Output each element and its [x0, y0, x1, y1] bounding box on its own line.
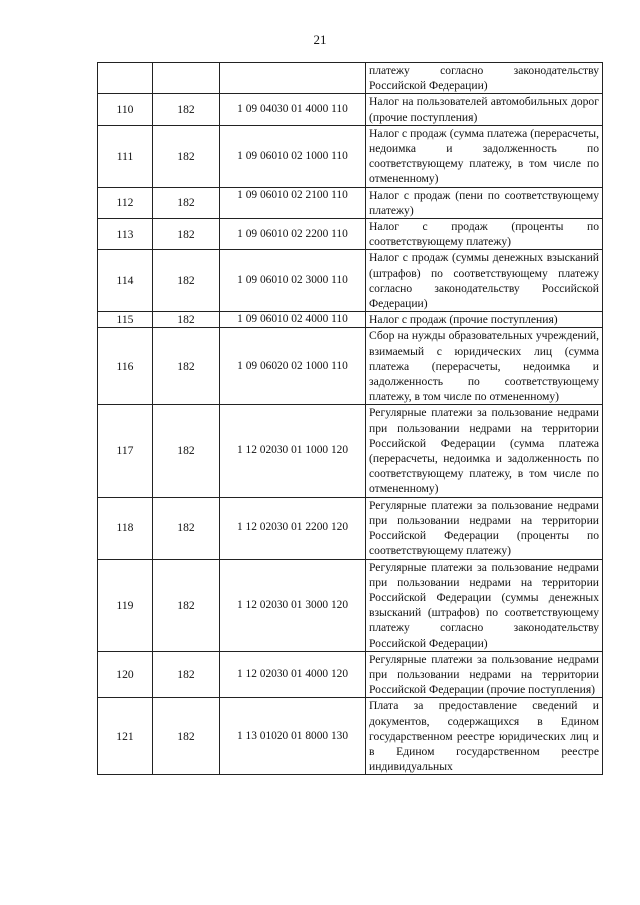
- budget-classification-code-cell: 1 12 02030 01 1000 120: [220, 405, 366, 497]
- administrator-code-cell: 182: [153, 559, 220, 651]
- administrator-code-cell: 182: [153, 219, 220, 250]
- table-row: [98, 125, 603, 187]
- administrator-code-cell: 182: [153, 187, 220, 218]
- budget-classification-code-cell: 1 09 06010 02 2100 110: [220, 187, 366, 218]
- administrator-code-cell: 182: [153, 250, 220, 312]
- row-number-cell: 117: [98, 405, 153, 497]
- table-row: [98, 250, 603, 312]
- description-cell: платежу согласно законодательству Российской Федерации): [366, 63, 603, 94]
- table-body: [98, 63, 603, 775]
- administrator-code-cell: [153, 63, 220, 94]
- administrator-code-cell: 182: [153, 94, 220, 125]
- table-row: [98, 94, 603, 125]
- budget-classification-code-cell: 1 12 02030 01 3000 120: [220, 559, 366, 651]
- table-row: [98, 559, 603, 651]
- table-row: [98, 219, 603, 250]
- row-number-cell: 111: [98, 125, 153, 187]
- description-cell: Налог на пользователей автомобильных дорог (прочие поступления): [366, 94, 603, 125]
- row-number-cell: 114: [98, 250, 153, 312]
- administrator-code-cell: 182: [153, 125, 220, 187]
- budget-classification-code-cell: 1 13 01020 01 8000 130: [220, 698, 366, 775]
- description-cell: Регулярные платежи за пользование недрами при пользовании недрами на территории Российской Федерации (сумма платежа (перерасчеты, недоимка и задолженность по соответствующему платежу, в том числе по отмененному): [366, 405, 603, 497]
- budget-classification-code-cell: 1 12 02030 01 4000 120: [220, 651, 366, 698]
- row-number-cell: 116: [98, 328, 153, 405]
- table-row: [98, 698, 603, 775]
- row-number-cell: 118: [98, 497, 153, 559]
- page-number: 21: [313, 32, 327, 47]
- table-row: [98, 405, 603, 497]
- administrator-code-cell: 182: [153, 328, 220, 405]
- table-row: [98, 63, 603, 94]
- table-row: [98, 328, 603, 405]
- table-row: [98, 651, 603, 698]
- description-cell: Налог с продаж (прочие поступления): [366, 312, 603, 328]
- description-cell: Налог с продаж (сумма платежа (перерасчеты, недоимка и задолженность по соответствующему платежу, в том числе по отмененному): [366, 125, 603, 187]
- description-cell: Налог с продаж (проценты по соответствующему платежу): [366, 219, 603, 250]
- budget-classification-code-cell: 1 09 06020 02 1000 110: [220, 328, 366, 405]
- description-cell: Налог с продаж (пени по соответствующему платежу): [366, 187, 603, 218]
- description-cell: Регулярные платежи за пользование недрами при пользовании недрами на территории Российской Федерации (суммы денежных взысканий (штрафов) по соответствующему платежу согласно законодательству Российской Федерации): [366, 559, 603, 651]
- description-cell: Налог с продаж (суммы денежных взысканий (штрафов) по соответствующему платежу согласно законодательству Российской Федерации): [366, 250, 603, 312]
- administrator-code-cell: 182: [153, 312, 220, 328]
- row-number-cell: [98, 63, 153, 94]
- budget-classification-code-cell: [220, 63, 366, 94]
- administrator-code-cell: 182: [153, 497, 220, 559]
- row-number-cell: 121: [98, 698, 153, 775]
- table-row: [98, 312, 603, 328]
- description-cell: Регулярные платежи за пользование недрами при пользовании недрами на территории Российской Федерации (прочие поступления): [366, 651, 603, 698]
- description-cell: Сбор на нужды образовательных учреждений, взимаемый с юридических лиц (сумма платежа (перерасчеты, недоимка и задолженность по соответствующему платежу, в том числе по отмененному): [366, 328, 603, 405]
- row-number-cell: 110: [98, 94, 153, 125]
- budget-classification-code-cell: 1 09 06010 02 2200 110: [220, 219, 366, 250]
- budget-classification-code-cell: 1 09 06010 02 4000 110: [220, 312, 366, 328]
- budget-classification-code-cell: 1 12 02030 01 2200 120: [220, 497, 366, 559]
- budget-classification-code-cell: 1 09 04030 01 4000 110: [220, 94, 366, 125]
- row-number-cell: 113: [98, 219, 153, 250]
- administrator-code-cell: 182: [153, 698, 220, 775]
- description-cell: Регулярные платежи за пользование недрами при пользовании недрами на территории Российской Федерации (проценты по соответствующему платежу): [366, 497, 603, 559]
- administrator-code-cell: 182: [153, 651, 220, 698]
- table-row: [98, 187, 603, 218]
- table-row: [98, 497, 603, 559]
- row-number-cell: 119: [98, 559, 153, 651]
- budget-codes-table: [97, 62, 603, 775]
- row-number-cell: 112: [98, 187, 153, 218]
- row-number-cell: 115: [98, 312, 153, 328]
- description-cell: Плата за предоставление сведений и документов, содержащихся в Едином государственном реестре юридических лиц и в Едином государственном реестре индивидуальных: [366, 698, 603, 775]
- budget-classification-code-cell: 1 09 06010 02 1000 110: [220, 125, 366, 187]
- administrator-code-cell: 182: [153, 405, 220, 497]
- budget-classification-code-cell: 1 09 06010 02 3000 110: [220, 250, 366, 312]
- row-number-cell: 120: [98, 651, 153, 698]
